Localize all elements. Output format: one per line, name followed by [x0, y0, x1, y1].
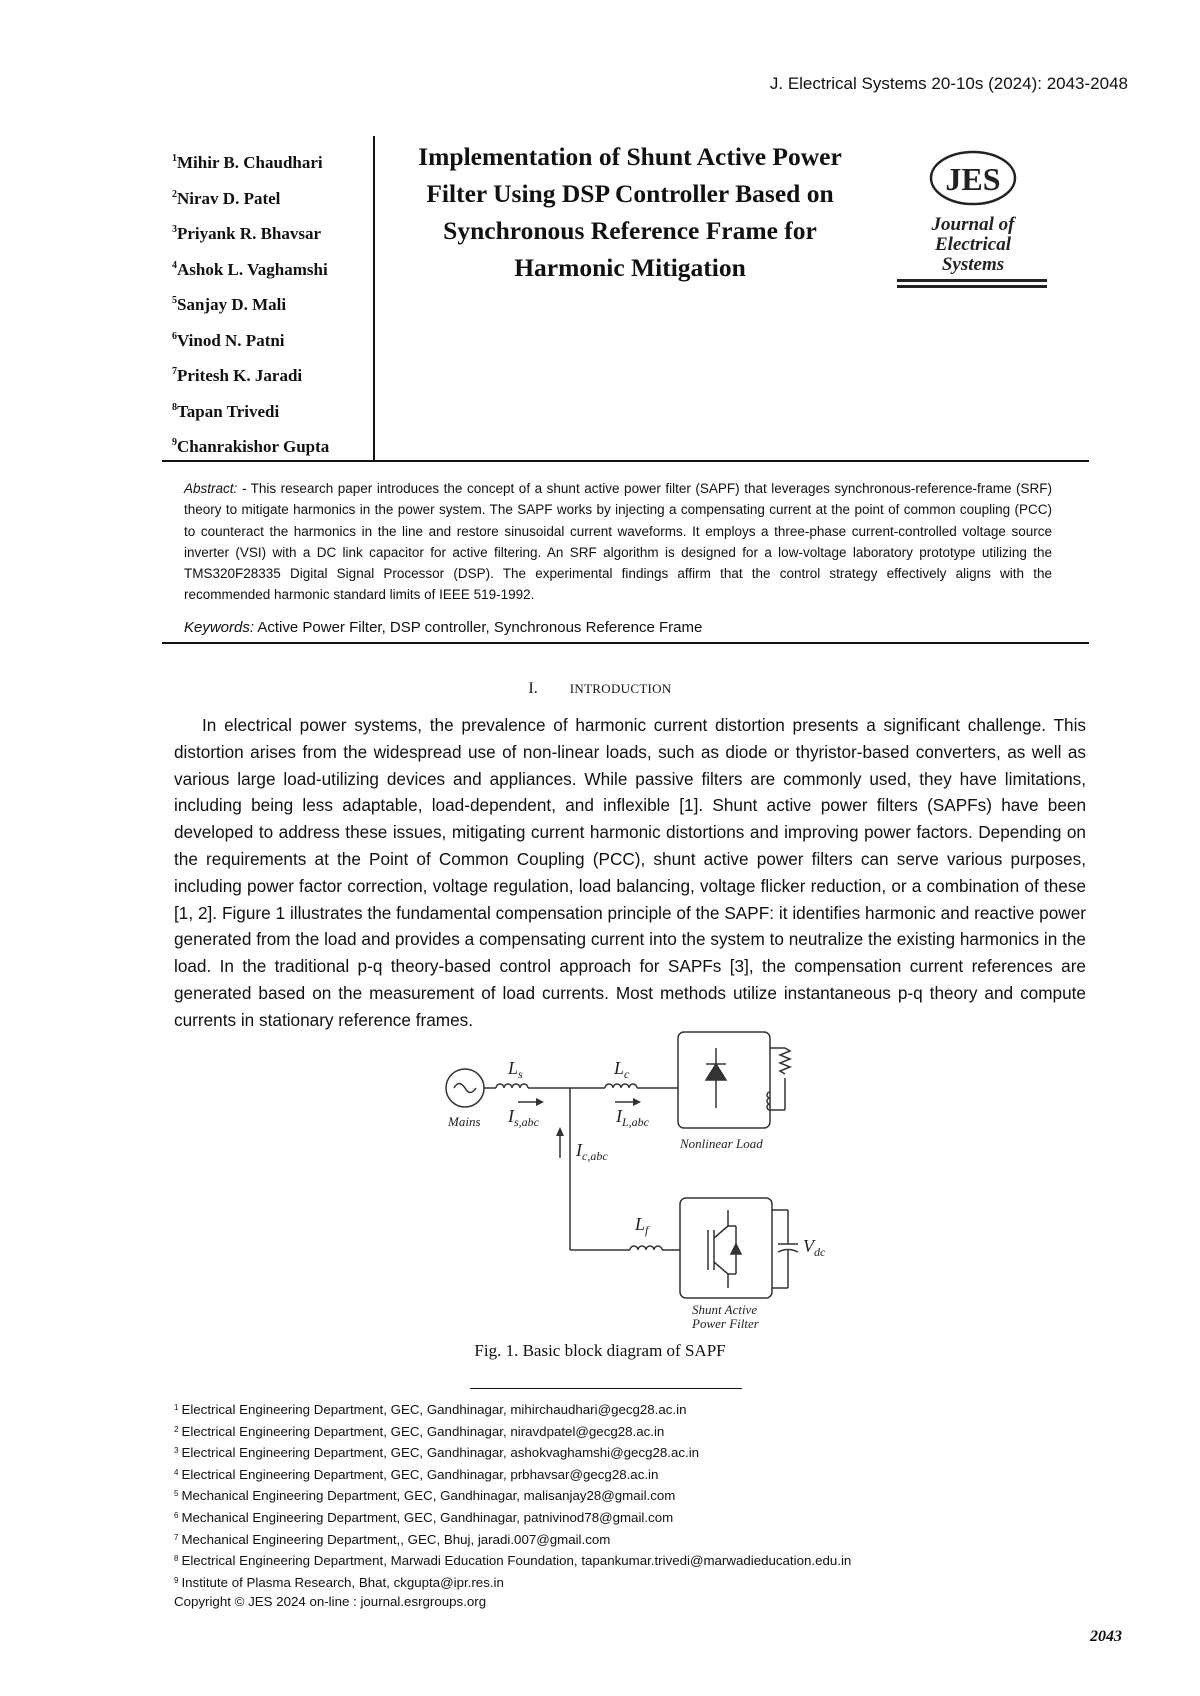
keywords-label: Keywords: [184, 619, 255, 636]
ic-label: $I_{c,abc}$ [576, 1140, 608, 1163]
footnote: $^2$ Electrical Engineering Department, GEC, Gandhinagar, niravdpatel@gecg28.ac.in [174, 1423, 665, 1439]
filter-label-line2: Power Filter [692, 1316, 759, 1330]
footnote: $^3$ Electrical Engineering Department, GEC, Gandhinagar, ashokvaghamshi@gecg28.ac.in [174, 1445, 700, 1461]
filter-label-line1: Shunt Active [692, 1302, 758, 1317]
intro-paragraph: In electrical power systems, the prevalence of harmonic current distortion presents a significant challenge. This distortion arises from the widespread use of non-linear loads, such as diode or thyristor-based converters, as well as various large load-utilizing devices and appliances. While passive filters are commonly used, they have limitations, including being less adaptable, load-dependent, and inflexible [1]. Shunt active power filters (SAPFs) have been developed to address these issues, mitigating current harmonic distortions and improving power factors. Depending on the requirements at the Point of Common Coupling (PCC), shunt active power filters can serve various purposes, including power factor correction, voltage regulation, load balancing, voltage flicker reduction, or a combination of these [1, 2]. Figure 1 illustrates the fundamental compensation principle of the SAPF: it identifies harmonic and reactive power generated from the load and provides a compensating current into the system to neutralize the existing harmonics in the load. In the traditional p-q theory-based control approach for SAPFs [3], the compensation current references are generated based on the measurement of load currents. Most methods utilize instantaneous p-q theory and compute currents in stationary reference frames. [174, 715, 1086, 1030]
author-name: $^4$Ashok L. Vaghamshi [172, 259, 328, 279]
footnotes [174, 1398, 851, 1612]
author-name: $^7$Pritesh K. Jaradi [172, 366, 303, 385]
lf-label: $L_f$ [635, 1214, 649, 1237]
keywords-text: Active Power Filter, DSP controller, Synchronous Reference Frame [257, 619, 703, 636]
footnote: $^1$ Electrical Engineering Department, GEC, Gandhinagar, mihirchaudhari@gecg28.ac.in [174, 1402, 687, 1417]
author-name: $^8$Tapan Trivedi [172, 401, 280, 421]
paper-title: Implementation of Shunt Active Power Filter Using DSP Controller Based on Synchronous Reference Frame for Harmonic Mitigation [418, 142, 842, 282]
footnote: $^7$ Mechanical Engineering Department,, GEC, Bhuj, jaradi.007@gmail.com [174, 1531, 611, 1547]
footnote: $^8$ Electrical Engineering Department, Marwadi Education Foundation, tapankumar.trivedi@marwadieducation.edu.in [174, 1553, 852, 1569]
svg-text:Electrical: Electrical [935, 234, 1011, 255]
ls-label: $L_s$ [508, 1058, 523, 1081]
abstract-label: Abstract: - [184, 481, 247, 496]
author-name: $^9$Chanrakishor Gupta [172, 437, 330, 456]
author-list [172, 147, 368, 467]
il-label: $I_{L,abc}$ [616, 1106, 649, 1129]
top-rule [162, 460, 1089, 462]
section-heading: I. INTRODUCTION [528, 680, 672, 697]
sapf-block-diagram [430, 1030, 860, 1330]
mains-label: Mains [448, 1114, 481, 1129]
intro-section [174, 712, 1086, 1034]
abstract [184, 478, 1052, 606]
author-divider [373, 136, 375, 460]
author-name: $^3$Priyank R. Bhavsar [172, 224, 322, 243]
lc-label: $L_c$ [614, 1058, 630, 1081]
keywords [184, 619, 702, 636]
journal-reference: J. Electrical Systems 20-10s (2024): 2043-2048 [769, 74, 1128, 93]
footnote-separator [470, 1388, 742, 1389]
author-name: $^5$Sanjay D. Mali [172, 295, 287, 314]
inductor-lc-icon [605, 1084, 637, 1088]
page-number: 2043 [1090, 1628, 1122, 1645]
journal-logo [893, 150, 1053, 302]
svg-text:JES: JES [945, 161, 1001, 197]
copyright-line: Copyright © JES 2024 on-line : journal.esrgroups.org [174, 1594, 487, 1610]
author-name: $^6$Vinod N. Patni [172, 330, 285, 350]
vdc-label: $V_{dc}$ [803, 1236, 826, 1259]
nonlinear-load-label: Nonlinear Load [680, 1136, 763, 1151]
figure-caption: Fig. 1. Basic block diagram of SAPF [474, 1341, 726, 1360]
abstract-text: This research paper introduces the concept of a shunt active power filter (SAPF) that leverages synchronous-reference-frame (SRF) theory to mitigate harmonics in the power system. The SAPF works by injecting a compensating current at the point of common coupling (PCC) to counteract the harmonics in the line and restore sinusoidal current waveforms. It employs a three-phase current-controlled voltage source inverter (VSI) with a DC link capacitor for active filtering. An SRF algorithm is designed for a low-voltage laboratory prototype utilizing the TMS320F28335 Digital Signal Processor (DSP). The experimental findings affirm that the control strategy effectively aligns with the recommended harmonic standard limits of IEEE 519-1992. [184, 481, 1052, 603]
bottom-rule [162, 642, 1089, 644]
is-label: $I_{s,abc}$ [508, 1106, 539, 1129]
svg-text:Journal of: Journal of [931, 214, 1015, 235]
inductor-ls-icon [496, 1084, 528, 1088]
footnote: $^4$ Electrical Engineering Department, GEC, Gandhinagar, prbhavsar@gecg28.ac.in [174, 1466, 659, 1482]
author-name: $^2$Nirav D. Patel [172, 188, 281, 208]
inductor-lf-icon [630, 1246, 662, 1250]
author-name: $^1$Mihir B. Chaudhari [172, 153, 323, 172]
svg-text:Systems: Systems [941, 254, 1005, 275]
footnote: $^6$ Mechanical Engineering Department, GEC, Gandhinagar, patnivinod78@gmail.com [174, 1509, 674, 1525]
shunt-active-filter-box [680, 1198, 772, 1298]
footnote: $^9$ Institute of Plasma Research, Bhat, ckgupta@ipr.res.in [174, 1574, 504, 1590]
footnote: $^5$ Mechanical Engineering Department, GEC, Gandhinagar, malisanjay28@gmail.com [174, 1488, 676, 1504]
